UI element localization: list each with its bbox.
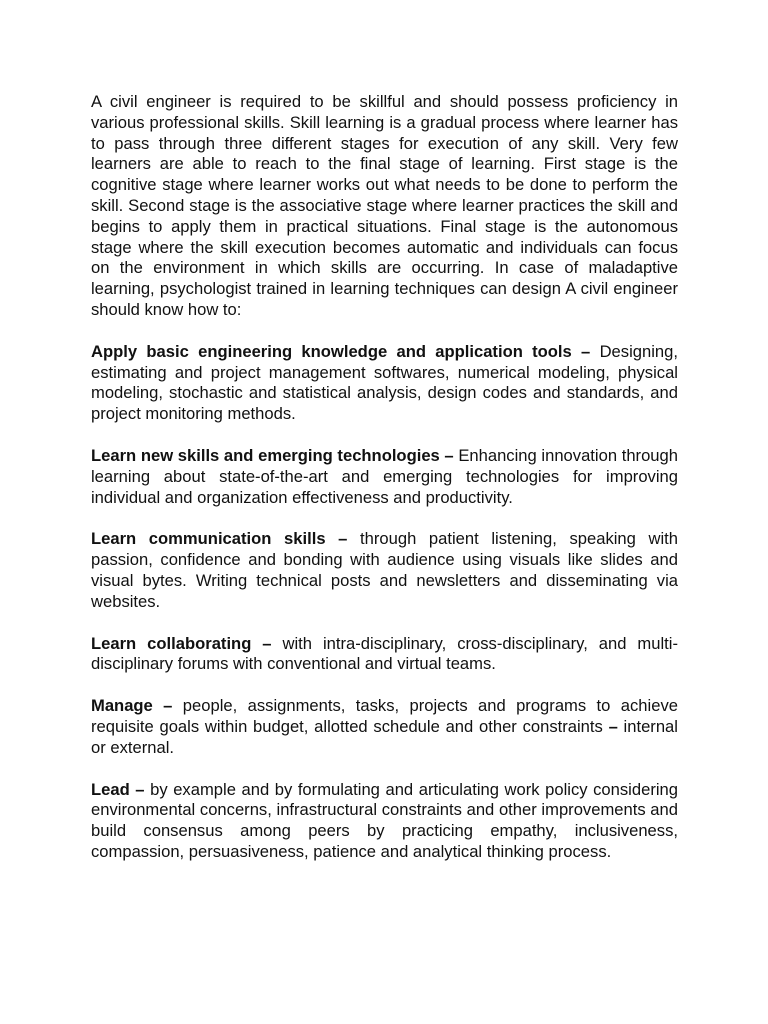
skill-dash: – xyxy=(608,716,618,736)
skill-term: Learn communication skills – xyxy=(91,529,348,549)
skill-description: Designing, estimating and project management softwares, numerical modeling, physical modeling, stochastic and statistical analysis, design codes and standards, and project monitoring methods. xyxy=(91,341,678,424)
intro-paragraph: A civil engineer is required to be skillful and should possess proficiency in various professional skills. Skill learning is a gradual process where learner has to pass through three different stages for execution of any skill. Very few learners are able to reach to the final stage of learning. First stage is the cognitive stage where learner works out what needs to be done to perform the skill. Second stage is the associative stage where learner practices the skill and begins to apply them in practical situations. Final stage is the autonomous stage where the skill execution becomes automatic and individuals can focus on the environment in which skills are occurring. In case of maladaptive learning, psychologist trained in learning techniques can design A civil engineer should know how to: xyxy=(91,92,678,319)
skill-description: Enhancing innovation through learning about state-of-the-art and emerging technologies for improving individual and organization effectiveness and productivity. xyxy=(91,445,678,507)
skill-description: with intra-disciplinary, cross-disciplinary, and multi-disciplinary forums with conventional and virtual teams. xyxy=(91,633,678,674)
skill-item-learn-new xyxy=(91,446,678,508)
skill-term: Apply basic engineering knowledge and application tools – xyxy=(91,341,591,361)
skill-item-collaborating xyxy=(91,634,678,676)
skill-item-manage xyxy=(91,696,678,758)
skill-description: by example and by formulating and articulating work policy considering environmental concerns, infrastructural constraints and other improvements and build consensus among peers by practicing empathy, inclusiveness, compassion, persuasiveness, patience and analytical thinking process. xyxy=(91,779,678,861)
skill-description-tail: internal or external. xyxy=(91,716,678,757)
skill-term: Learn new skills and emerging technologies – xyxy=(91,445,454,465)
skill-item-communication xyxy=(91,529,678,612)
skill-term: Manage – xyxy=(91,696,173,716)
skill-term: Lead – xyxy=(91,779,145,799)
skill-item-apply xyxy=(91,342,678,425)
skill-term: Learn collaborating – xyxy=(91,633,272,653)
skill-description: through patient listening, speaking with passion, confidence and bonding with audience using visuals like slides and visual bytes. Writing technical posts and newsletters and disseminating via websites. xyxy=(91,529,679,611)
document-page xyxy=(91,92,678,884)
skill-item-lead xyxy=(91,780,678,863)
skill-description: people, assignments, tasks, projects and programs to achieve requisite goals within budget, allotted schedule and other constraints xyxy=(91,696,678,736)
